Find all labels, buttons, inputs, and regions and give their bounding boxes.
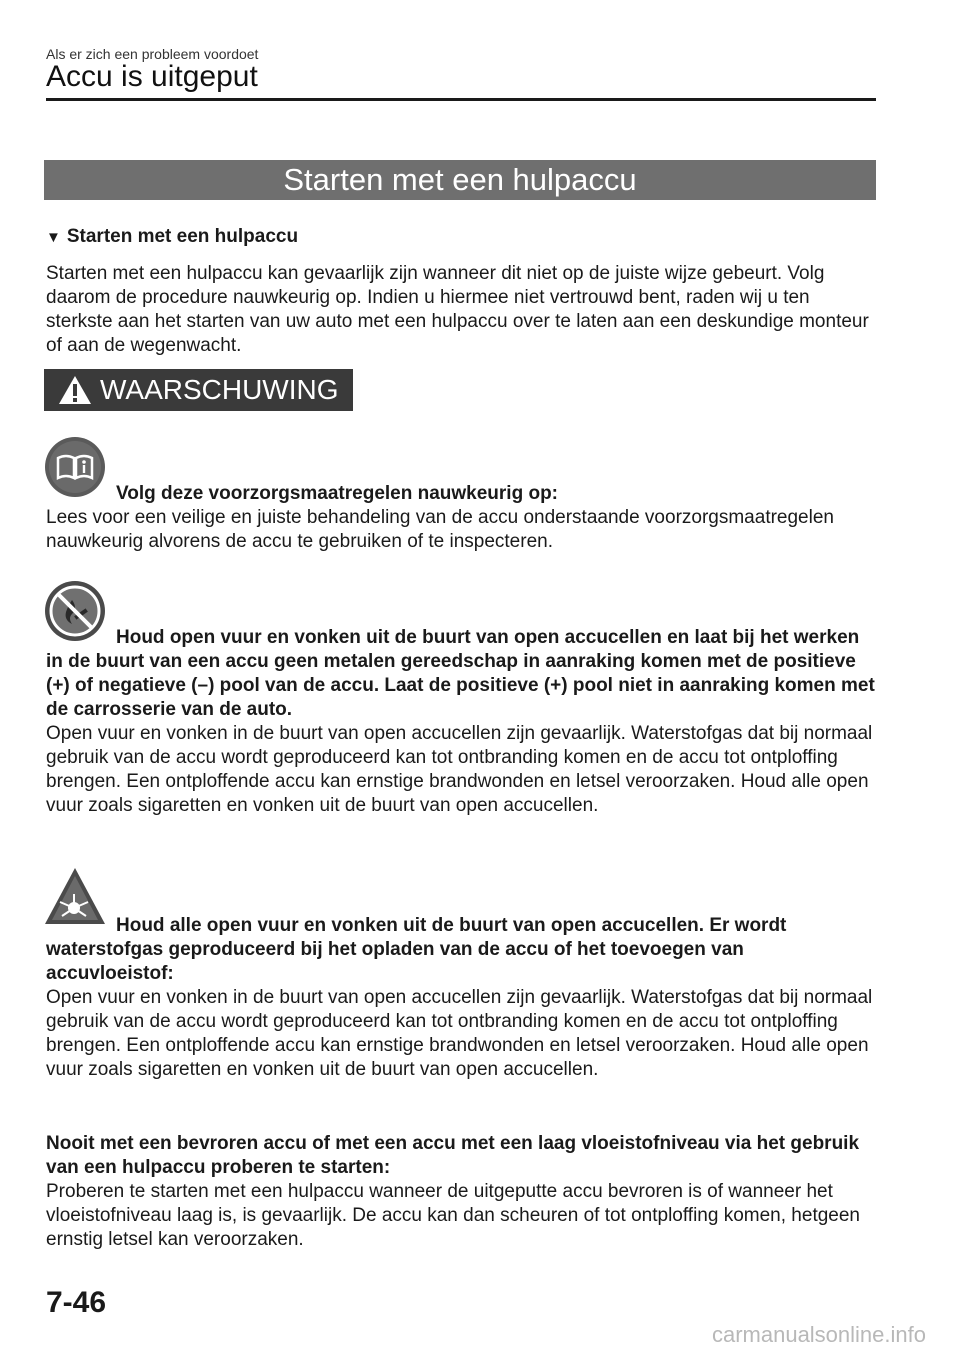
warning-label: WAARSCHUWING (100, 374, 339, 405)
warning-4-text: Proberen te starten met een hulpaccu wanneer de uitgeputte accu bevroren is of wanneer het vloeistofniveau laag is, is gevaarlijk. De accu kan dan scheuren of tot ontploffing komen, hetgeen ernstig letsel kan veroorzaken. (46, 1181, 860, 1250)
warning-1-text: Lees voor een veilige en juiste behandeling van de accu onderstaande voorzorgsmaatregelen nauwkeurig alvorens de accu te gebruiken of te inspecteren. (46, 507, 834, 552)
warning-3 (46, 914, 876, 1082)
warning-1 (46, 482, 876, 554)
section-heading: Starten met een hulpaccu (44, 160, 876, 200)
warning-4-bold: Nooit met een bevroren accu of met een accu met een laag vloeistofniveau via het gebruik van een hulpaccu proberen te starten: (46, 1133, 860, 1178)
warning-triangle-icon (58, 375, 92, 405)
warning-2-text: Open vuur en vonken in de buurt van open accucellen zijn gevaarlijk. Waterstofgas dat bij normaal gebruik van de accu wordt geproduceerd kan tot ontbranding komen en de accu tot ontploffing brengen. Een ontploffende accu kan ernstige brandwonden en letsel veroorzaken. Houd alle open vuur zoals sigaretten en vonken uit de buurt van open accucellen. (46, 723, 873, 816)
subheading-text: Starten met een hulpaccu (66, 226, 299, 247)
warning-2 (46, 626, 876, 818)
subheading (46, 226, 298, 248)
header-section-label: Als er zich een probleem voordoet (46, 46, 259, 62)
page-title: Accu is uitgeput (46, 60, 258, 93)
header-divider (46, 98, 876, 101)
watermark: carmanualsonline.info (711, 1322, 926, 1347)
intro-paragraph: Starten met een hulpaccu kan gevaarlijk zijn wanneer dit niet op de juiste wijze gebeurt. Volg daarom de procedure nauwkeurig op. Indien u hiermee niet vertrouwd bent, raden wij u ten sterkste aan het starten van uw auto met een hulpaccu over te laten aan een deskundige monteur of aan de wegenwacht. (46, 263, 869, 356)
warning-1-bold: Volg deze voorzorgsmaatregelen nauwkeurig op: (116, 483, 559, 504)
warning-3-text: Open vuur en vonken in de buurt van open accucellen zijn gevaarlijk. Waterstofgas dat bij normaal gebruik van de accu wordt geproduceerd kan tot ontbranding komen en de accu tot ontploffing brengen. Een ontploffende accu kan ernstige brandwonden en letsel veroorzaken. Houd alle open vuur zoals sigaretten en vonken uit de buurt van open accucellen. (46, 987, 873, 1080)
page-number: 7-46 (46, 1286, 107, 1319)
triangle-down-icon: ▼ (46, 229, 61, 246)
warning-3-bold: Houd alle open vuur en vonken uit de buurt van open accucellen. Er wordt waterstofgas geproduceerd bij het opladen van de accu of het toevoegen van accuvloeistof: (46, 915, 787, 984)
warning-badge (44, 369, 353, 411)
warning-2-bold: Houd open vuur en vonken uit de buurt van open accucellen en laat bij het werken in de buurt van een accu geen metalen gereedschap in aanraking komen met de positieve (+) of negatieve (–) pool van de accu. Laat de positieve (+) pool niet in aanraking komen met de carrosserie van de auto. (46, 627, 875, 720)
warning-4 (46, 1132, 876, 1252)
